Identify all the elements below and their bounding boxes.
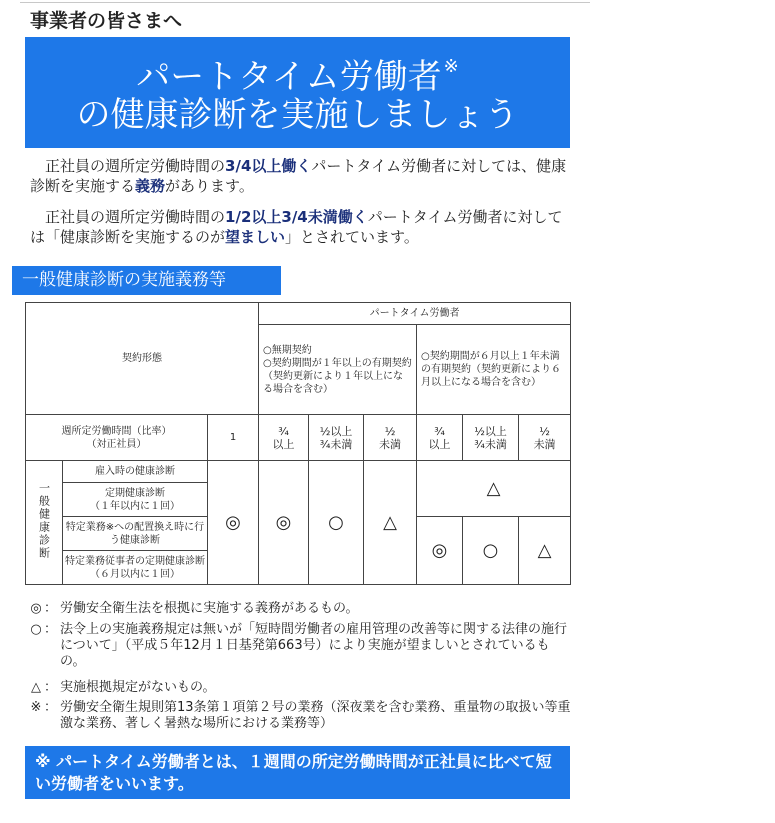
note-mark: ○ — [30, 622, 42, 637]
ratio-cell: ½以上 ¾未満 — [463, 415, 519, 461]
mark-g2-below-half: △ — [519, 517, 571, 585]
regular-ratio: 1 — [208, 415, 259, 461]
intro-text: パートタイム労働者に対しては「健康診断を実施するのが — [30, 208, 563, 246]
mark-g2-upper: △ — [417, 461, 571, 517]
note-double-circle — [30, 601, 575, 617]
mark-g2-three-quarter: ◎ — [417, 517, 463, 585]
ratio-cell: ½以上 ¾未満 — [309, 415, 364, 461]
intro-text: 」とされています。 — [285, 228, 419, 246]
emphasis-three-quarters: 3/4以上働く — [225, 157, 312, 175]
note-colon: ： — [44, 680, 58, 695]
title-line-1 — [25, 47, 570, 97]
intro-text: 正社員の週所定労働時間の — [45, 208, 226, 226]
intro-text: パートタイム労働者に対しては、健康診断を実施する — [30, 157, 567, 195]
emphasis-half-to-three-quarters: 1/2以上3/4未満働く — [225, 208, 368, 226]
health-check-table — [25, 302, 571, 585]
part-time-definition-box: ※ パートタイム労働者とは、１週間の所定労働時間が正社員に比べて短い労働者をいいます。 — [25, 746, 570, 799]
intro-paragraph-obligation — [30, 156, 570, 196]
indent — [30, 208, 45, 226]
intro-text: があります。 — [165, 177, 254, 195]
part-time-header: パートタイム労働者 — [259, 303, 571, 325]
note-asterisk — [30, 700, 575, 732]
indefinite-contract-header: ○無期契約 ○契約期間が１年以上の有期契約（契約更新により１年以上になる場合を含む） — [259, 325, 417, 415]
note-colon: ： — [44, 700, 58, 715]
hours-ratio-label: 週所定労働時間（比率） （対正社員） — [26, 415, 208, 461]
note-text: 労働安全衛生規則第13条第１項第２号の業務（深夜業を含む業務、重量物の取扱い等重激な業務、著しく暑熱な場所における業務等） — [60, 700, 571, 731]
note-circle — [30, 622, 575, 670]
ratio-cell: ¾ 以上 — [259, 415, 309, 461]
fixed-term-contract-header: ○契約期間が６月以上１年未満の有期契約（契約更新により６月以上になる場合を含む） — [417, 325, 571, 415]
note-mark: ※ — [30, 700, 42, 715]
section-heading: 一般健康診断の実施義務等 — [12, 266, 281, 295]
ratio-cell: ½ 未満 — [364, 415, 417, 461]
note-mark: △ — [31, 680, 41, 695]
mark-g2-half: ○ — [463, 517, 519, 585]
exam-hiring: 雇入時の健康診断 — [63, 461, 208, 483]
note-mark: ◎ — [30, 601, 42, 616]
audience-heading: 事業者の皆さまへ — [30, 10, 183, 32]
title-line-2: の健康診断を実施しましょう — [76, 95, 519, 135]
category-cell — [26, 461, 63, 585]
indent — [30, 157, 45, 175]
exam-specific-periodic: 特定業務従事者の定期健康診断（６月以内に１回） — [63, 551, 208, 585]
note-colon: ： — [44, 601, 58, 616]
title-banner — [25, 37, 570, 148]
intro-paragraph-desirable — [30, 207, 570, 247]
title-footnote-mark: ※ — [443, 56, 459, 77]
exam-reassignment: 特定業務※への配置換え時に行う健康診断 — [63, 517, 208, 551]
category-label: 一般健康診断 — [37, 481, 51, 560]
exam-periodic: 定期健康診断 （１年以内に１回） — [63, 483, 208, 517]
note-colon: ： — [44, 622, 58, 637]
ratio-cell: ½ 未満 — [519, 415, 571, 461]
note-triangle — [30, 680, 575, 696]
intro-text: 正社員の週所定労働時間の — [45, 157, 226, 175]
note-text: 労働安全衛生法を根拠に実施する義務があるもの。 — [60, 601, 359, 616]
mark-g1-three-quarter: ◎ — [259, 461, 309, 585]
emphasis-obligation: 義務 — [135, 177, 166, 195]
note-text: 法令上の実施義務規定は無いが「短時間労働者の雇用管理の改善等に関する法律の施行について」（平成５年12月１日基発第663号）により実施が望ましいとされているもの。 — [60, 622, 568, 669]
title-text-1: パートタイム労働者 — [136, 57, 442, 97]
note-text: 実施根拠規定がないもの。 — [60, 680, 216, 695]
mark-g1-below-half: △ — [364, 461, 417, 585]
top-divider — [20, 2, 590, 3]
mark-regular: ◎ — [208, 461, 259, 585]
mark-g1-half: ○ — [309, 461, 364, 585]
contract-type-header: 契約形態 — [26, 303, 259, 415]
ratio-cell: ¾ 以上 — [417, 415, 463, 461]
emphasis-desirable: 望ましい — [225, 228, 286, 246]
